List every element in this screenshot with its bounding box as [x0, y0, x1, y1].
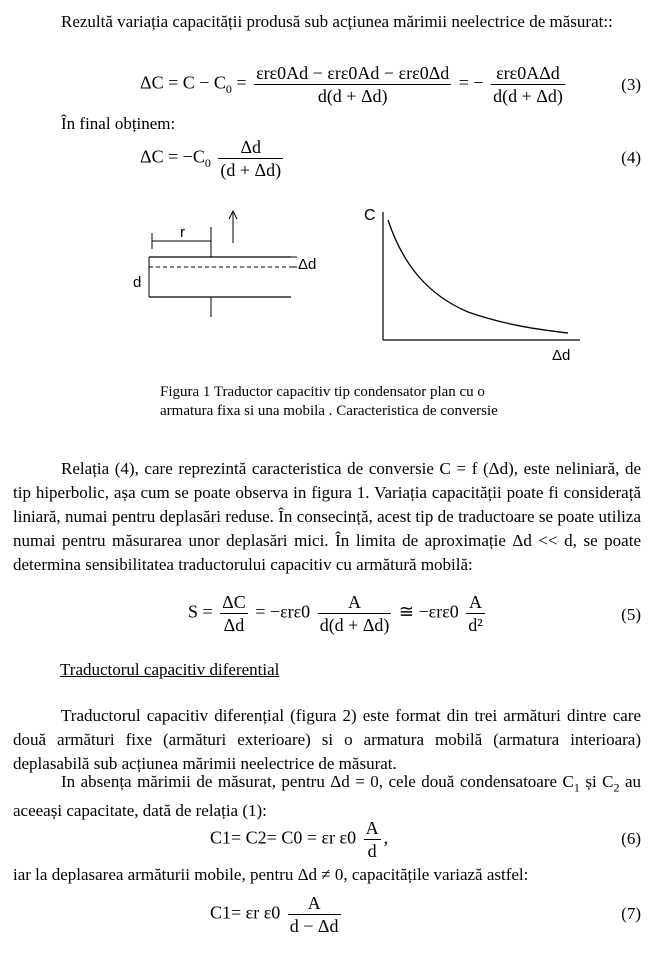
hyperbolic-curve — [388, 220, 568, 333]
axis-label-c: C — [364, 207, 376, 224]
eq7-fraction — [288, 893, 341, 936]
eq4-fraction — [218, 137, 283, 180]
eq3-num1: εrε0Ad − εrε0Ad − εrε0Δd — [256, 63, 450, 83]
eq4-lhs: ΔC = −C — [140, 146, 205, 167]
label-r: r — [180, 224, 185, 241]
label-d: d — [133, 274, 142, 291]
absenta-text-c: au aceeași capacitate, dată de relația (1): — [13, 772, 641, 821]
relatia-paragraph: Relația (4), care reprezintă caracteristica de conversie C = f (Δd), este neliniară, de tip hiperbolic, așa cum se poate observa in figura 1. Variația capacității poate fi considerață liniară, numai pentru deplasări reduse. În consecință, acest tip de traductoare se poate utiliza numai pentru măsurarea unor deplasări mici. În limita de aproximație Δd << d, se poate determina sensibilitatea traductorului capacitiv cu armătură mobilă: — [13, 459, 641, 574]
absenta-text-b: și C — [579, 772, 614, 791]
eq5-f3-num: A — [466, 592, 484, 614]
eq4-num: Δd — [218, 137, 283, 159]
eq7-num: A — [288, 893, 341, 915]
eq6-number: (6) — [621, 829, 641, 848]
eq5-f2-num: A — [318, 592, 392, 614]
equation-3: $\Delta C = C - C_0$ = $\frac{\text{εrε0Ad − εrε0Ad − εrε0Δd}}{d(d + \Delta d)}$ = − $\frac{\text{εrε0AΔd}}{d(d + \Delta d)}$ — [140, 63, 563, 106]
eq5-f1-den: Δd — [223, 615, 245, 635]
eq5-fraction-2 — [318, 592, 392, 635]
caption-line-1: Figura 1 Traductor capacitiv tip condensator plan cu o — [160, 384, 485, 400]
capacitor-diagram — [125, 205, 330, 325]
absenta-text-a: In absența mărimii de măsurat, pentru Δd = 0, cele două condensatoare C — [61, 772, 574, 791]
conversion-characteristic-plot — [358, 200, 588, 365]
eq5-number: (5) — [621, 605, 641, 624]
eq3-fraction-2 — [491, 63, 565, 106]
eq3-lhs-sub: 0 — [225, 82, 232, 97]
final-text: În final obținem: — [61, 114, 176, 133]
eq3-num2: εrε0AΔd — [491, 63, 565, 85]
eq5-f2-den: d(d + Δd) — [319, 615, 390, 635]
eq5-lhs: S = — [188, 601, 213, 622]
eq5-fraction-1 — [220, 592, 248, 635]
eq5-mid2: ≅ −εrε0 — [398, 601, 459, 622]
eq4-lhs-sub: 0 — [204, 156, 211, 171]
eq3-den1: d(d + Δd) — [317, 86, 388, 106]
label-delta-d: Δd — [298, 256, 317, 273]
absenta-paragraph: In absența mărimii de măsurat, pentru Δd = 0, cele două condensatoare $C_1$ și $C_2$ au aceeași capacitate, dată de relația (1): — [13, 772, 641, 821]
eq4-den: (d + Δd) — [220, 160, 282, 180]
eq6-lhs: C1= C2= C0 = εr ε0 — [210, 827, 357, 848]
eq7-lhs: C1= εr ε0 — [210, 902, 281, 923]
deplasare-paragraph: iar la deplasarea armăturii mobile, pentru Δd ≠ 0, capacitățile variază astfel: — [13, 865, 529, 884]
axis-label-delta-d: Δd — [552, 347, 571, 364]
equation-6 — [210, 818, 388, 861]
equation-7 — [210, 893, 344, 936]
eq3-number: (3) — [621, 75, 641, 94]
intro-paragraph: Rezultă variația capacității produsă sub acțiunea mărimii neelectrice de măsurat:: — [61, 12, 613, 31]
eq5-fraction-3 — [466, 592, 484, 635]
eq6-den: d — [367, 841, 377, 861]
eq3-den2: d(d + Δd) — [493, 86, 563, 106]
eq4-number: (4) — [621, 148, 641, 167]
eq7-number: (7) — [621, 904, 641, 923]
equation-5 — [188, 592, 488, 635]
figure-caption — [160, 383, 600, 421]
eq5-mid1: = −εrε0 — [255, 601, 311, 622]
section-heading: Traductorul capacitiv diferential — [60, 660, 280, 679]
eq6-tail: , — [383, 827, 389, 848]
eq3-mid: = − — [458, 72, 484, 93]
eq6-num: A — [365, 818, 379, 838]
eq7-den: d − Δd — [289, 916, 339, 936]
caption-line-2: armatura fixa si una mobila . Caracteristica de conversie — [160, 403, 498, 419]
eq5-f1-num: ΔC — [222, 592, 246, 612]
eq3-fraction-1 — [254, 63, 451, 106]
eq6-fraction — [364, 818, 381, 861]
eq3-lhs: ΔC = C − C — [140, 72, 226, 93]
eq5-f3-den: d² — [468, 615, 483, 635]
equation-4 — [140, 137, 286, 180]
differential-paragraph: Traductorul capacitiv diferențial (figura 2) este format din trei armături dintre care două armături fixe (armături exterioare) si o armatura mobilă (armatura interioara) deplasabilă sub acțiunea mărimii neelectrice de măsurat. — [13, 706, 641, 773]
